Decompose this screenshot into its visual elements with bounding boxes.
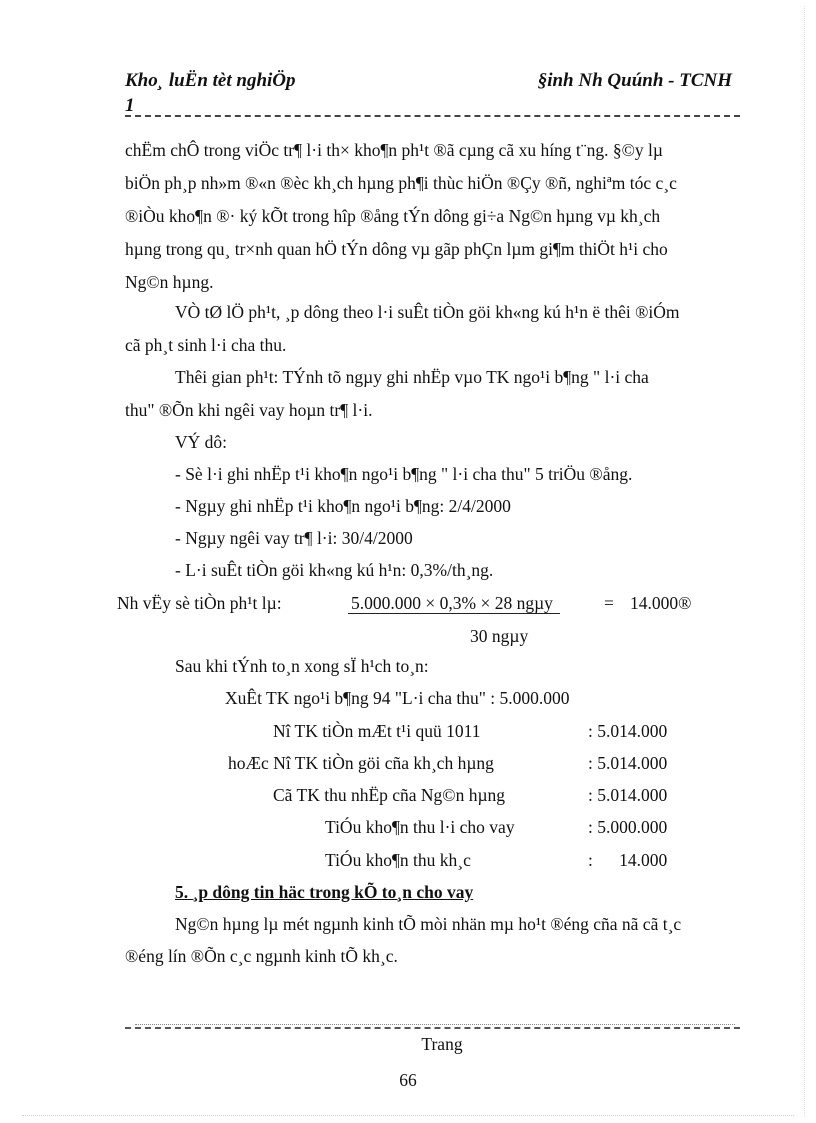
- header-left: [125, 68, 296, 118]
- formula-denominator: 30 ngµy: [470, 626, 529, 646]
- fraction-bar: [348, 613, 560, 614]
- example-item: - Sè l·i ghi nhËp t¹i kho¶n ngo¹i b¶ng " l·i cha thu" 5 triÖu ®ång.: [175, 464, 633, 484]
- page-edge-bottom: [22, 1115, 794, 1117]
- paragraph-line: Ng©n hµng.: [125, 272, 214, 292]
- section-heading: 5. ¸p dông tin häc trong kÕ to¸n cho vay: [175, 882, 474, 902]
- entry-value: : 5.014.000: [588, 721, 668, 741]
- header-author: §inh Nh Quúnh - TCNH: [537, 70, 732, 91]
- entry-label: Cã TK thu nhËp cña Ng©n hµng: [273, 785, 506, 805]
- footer-label: Trang: [421, 1034, 463, 1054]
- page-edge-right: [804, 6, 806, 1117]
- accounting-export: XuÊt TK ngo¹i b¶ng 94 "L·i cha thu" : 5.000.000: [225, 688, 570, 708]
- entry-value: : 5.000.000: [588, 817, 668, 837]
- page-number: 66: [399, 1070, 417, 1090]
- example-item: - L·i suÊt tiÒn göi kh«ng kú h¹n: 0,3%/th¸ng.: [175, 560, 494, 580]
- paragraph-line: Thêi gian ph¹t: TÝnh tõ ngµy ghi nhËp vµo TK ngo¹i b¶ng " l·i cha: [175, 367, 649, 387]
- paragraph-line: biÖn ph¸p nh»m ®«n ®èc kh¸ch hµng ph¶i thùc hiÖn ®Çy ®ñ, nghiªm tóc c¸c: [125, 173, 677, 193]
- paragraph-line: Ng©n hµng lµ mét ngµnh kinh tÕ mòi nhän mµ ho¹t ®éng cña nã cã t¸c: [175, 914, 682, 934]
- formula-lead: Nh vËy sè tiÒn ph¹t lµ:: [117, 593, 282, 613]
- formula-equals: =: [604, 593, 614, 613]
- footer-divider: [125, 1027, 740, 1029]
- paragraph-line: VÒ tØ lÖ ph¹t, ¸p dông theo l·i suÊt tiÒn göi kh«ng kú h¹n ë thêi ®iÓm: [175, 302, 680, 322]
- paragraph-line: thu" ®Õn khi ngêi vay hoµn tr¶ l·i.: [125, 400, 373, 420]
- paragraph-line: ®iÒu kho¶n ®· ký kÕt trong hîp ®ång tÝn dông gi÷a Ng©n hµng vµ kh¸ch: [125, 206, 661, 226]
- formula-numerator: 5.000.000 × 0,3% × 28 ngµy: [351, 593, 553, 613]
- entry-value: : 5.014.000: [588, 753, 668, 773]
- entry-value: : 5.014.000: [588, 785, 668, 805]
- example-label: VÝ dô:: [175, 432, 228, 452]
- example-item: - Ngµy ghi nhËp t¹i kho¶n ngo¹i b¶ng: 2/4/2000: [175, 496, 511, 516]
- header-thesis-title: Kho¸ luËn tèt nghiÖp: [125, 70, 296, 91]
- paragraph-line: hµng trong qu¸ tr×nh quan hÖ tÝn dông vµ gãp phÇn lµm gi¶m thiÖt h¹i cho: [125, 239, 668, 259]
- paragraph-line: chËm chÔ trong viÖc tr¶ l·i th× kho¶n ph¹t ®ã cµng cã xu híng t¨ng. §©y lµ: [125, 140, 663, 160]
- accounting-intro: Sau khi tÝnh to¸n xong sÏ h¹ch to¸n:: [175, 656, 429, 676]
- entry-label: TiÓu kho¶n thu kh¸c: [325, 850, 471, 870]
- footer-dotted-rule: [135, 1024, 735, 1025]
- formula-result: 14.000®: [630, 593, 692, 613]
- entry-label: Nî TK tiÒn mÆt t¹i quü 1011: [273, 721, 481, 741]
- paragraph-line: cã ph¸t sinh l·i cha thu.: [125, 335, 287, 355]
- header-divider: [125, 115, 740, 117]
- entry-label: TiÓu kho¶n thu l·i cho vay: [325, 817, 515, 837]
- paragraph-line: ®éng lín ®Õn c¸c ngµnh kinh tÕ kh¸c.: [125, 946, 398, 966]
- example-item: - Ngµy ngêi vay tr¶ l·i: 30/4/2000: [175, 528, 413, 548]
- entry-label: hoÆc Nî TK tiÒn göi cña kh¸ch hµng: [228, 753, 494, 773]
- entry-value: : 14.000: [588, 850, 668, 870]
- header-thesis-number: 1: [125, 95, 135, 116]
